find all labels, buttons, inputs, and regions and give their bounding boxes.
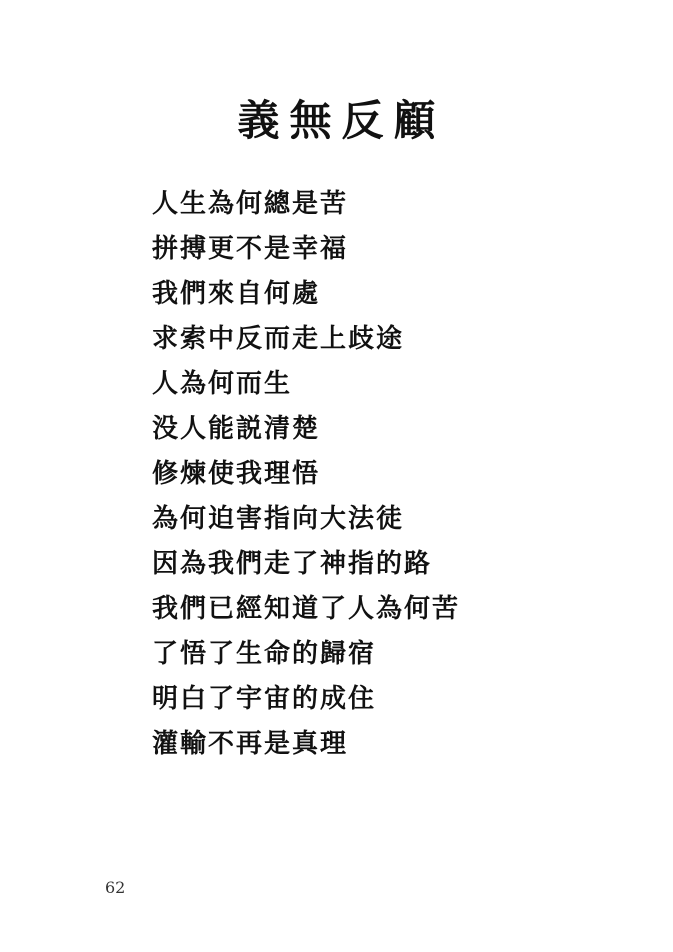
poem-line: 求索中反而走上歧途 xyxy=(152,324,405,354)
poem-line: 修煉使我理悟 xyxy=(152,459,321,489)
poem-line: 没人能説清楚 xyxy=(152,414,321,444)
poem-line: 為何迫害指向大法徒 xyxy=(152,504,405,534)
page-number: 62 xyxy=(105,878,126,897)
poem-line: 灌輸不再是真理 xyxy=(152,729,349,759)
poem-line: 我們已經知道了人為何苦 xyxy=(152,594,461,624)
poem-line: 明白了宇宙的成住 xyxy=(152,684,377,714)
poem-line: 因為我們走了神指的路 xyxy=(152,549,433,579)
poem-line: 拼搏更不是幸福 xyxy=(152,234,349,264)
poem-line: 人生為何總是苦 xyxy=(152,189,349,219)
poem-line: 我們來自何處 xyxy=(152,279,321,309)
poem-line: 了悟了生命的歸宿 xyxy=(152,639,377,669)
poem-body xyxy=(152,182,612,767)
poem-line: 人為何而生 xyxy=(152,369,293,399)
page-title: 義無反顧 xyxy=(237,96,446,145)
